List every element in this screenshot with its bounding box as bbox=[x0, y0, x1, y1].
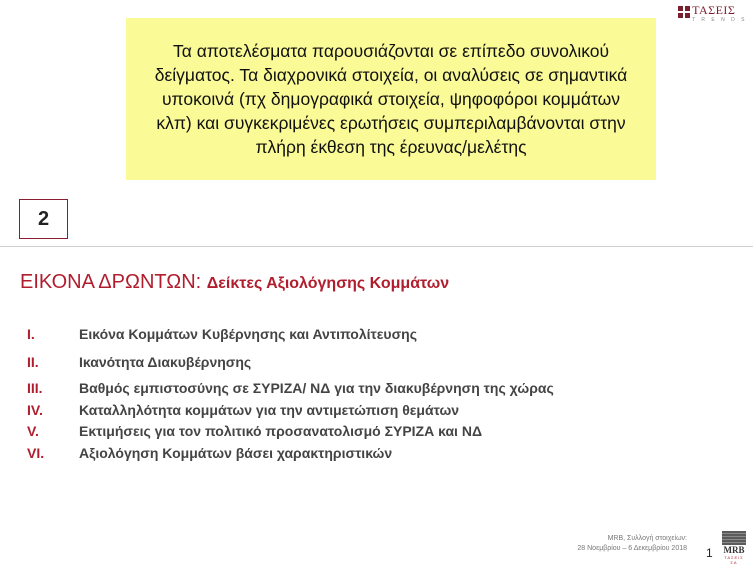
page-number: 1 bbox=[706, 546, 713, 560]
agenda-item bbox=[27, 380, 554, 396]
section-number-badge: 2 bbox=[19, 199, 68, 239]
agenda-item-label: Ικανότητα Διακυβέρνησης bbox=[79, 354, 252, 370]
section-title-sub: Δείκτες Αξιολόγησης Κομμάτων bbox=[206, 275, 450, 292]
agenda-item-label: Εικόνα Κομμάτων Κυβέρνησης και Αντιπολίτευσης bbox=[79, 326, 417, 342]
footer-credit-line1: MRB, Συλλογή στοιχείων: bbox=[607, 535, 687, 542]
footer-credit-line2: 28 Νοεμβρίου – 6 Δεκεμβρίου 2018 bbox=[577, 545, 687, 552]
agenda-item bbox=[27, 445, 392, 461]
agenda-item-number: II. bbox=[27, 354, 39, 370]
agenda-item-label: Βαθμός εμπιστοσύνης σε ΣΥΡΙΖΑ/ ΝΔ για την διακυβέρνηση της χώρας bbox=[79, 380, 554, 396]
section-title bbox=[20, 271, 449, 294]
section-title-main: ΕΙΚΟΝΑ ΔΡΩΝΤΩΝ: bbox=[20, 271, 207, 293]
mrb-logo-mark-icon bbox=[722, 531, 746, 545]
agenda-item bbox=[27, 423, 482, 439]
agenda-item-number: VI. bbox=[27, 445, 45, 461]
methodology-note-text: Τα αποτελέσματα παρουσιάζονται σε επίπεδο συνολικού δείγματος. Τα διαχρονικά στοιχεία, οι αναλύσεις σε σημαντικά υποκοινά (πχ δημογραφικά στοιχεία, ψηφοφόροι κομμάτων κλπ) και συγκεκριμένες ερωτήσεις συμπεριλαμβάνονται στην πλήρη έκθεση της έρευνας/μελέτης bbox=[154, 41, 628, 157]
tasis-trends-logo bbox=[678, 4, 747, 23]
agenda-item-label: Αξιολόγηση Κομμάτων βάσει χαρακτηριστικών bbox=[79, 445, 393, 461]
logo-brand-text: ΤΑΣΕΙΣ bbox=[692, 3, 736, 17]
mrb-logo-sub: ΤΑΣΕΙΣ ΣΑ bbox=[724, 555, 744, 565]
agenda-item bbox=[27, 402, 459, 418]
mrb-logo bbox=[722, 531, 746, 565]
agenda-item bbox=[27, 326, 417, 342]
agenda-item-label: Καταλληλότητα κομμάτων για την αντιμετώπιση θεμάτων bbox=[79, 402, 460, 418]
agenda-item-number: V. bbox=[27, 423, 39, 439]
logo-sub-text: T R E N D S bbox=[692, 17, 747, 23]
agenda-item bbox=[27, 354, 251, 370]
agenda-item-number: IV. bbox=[27, 402, 43, 418]
agenda-item-number: I. bbox=[27, 326, 35, 342]
footer-credit bbox=[577, 534, 687, 554]
agenda-item-number: III. bbox=[27, 380, 43, 396]
tasis-logo-mark-icon bbox=[678, 6, 690, 18]
mrb-logo-brand: MRB bbox=[723, 545, 745, 555]
section-divider bbox=[0, 246, 753, 247]
methodology-note bbox=[126, 18, 656, 180]
agenda-item-label: Εκτιμήσεις για τον πολιτικό προσανατολισμό ΣΥΡΙΖΑ και ΝΔ bbox=[79, 423, 483, 439]
